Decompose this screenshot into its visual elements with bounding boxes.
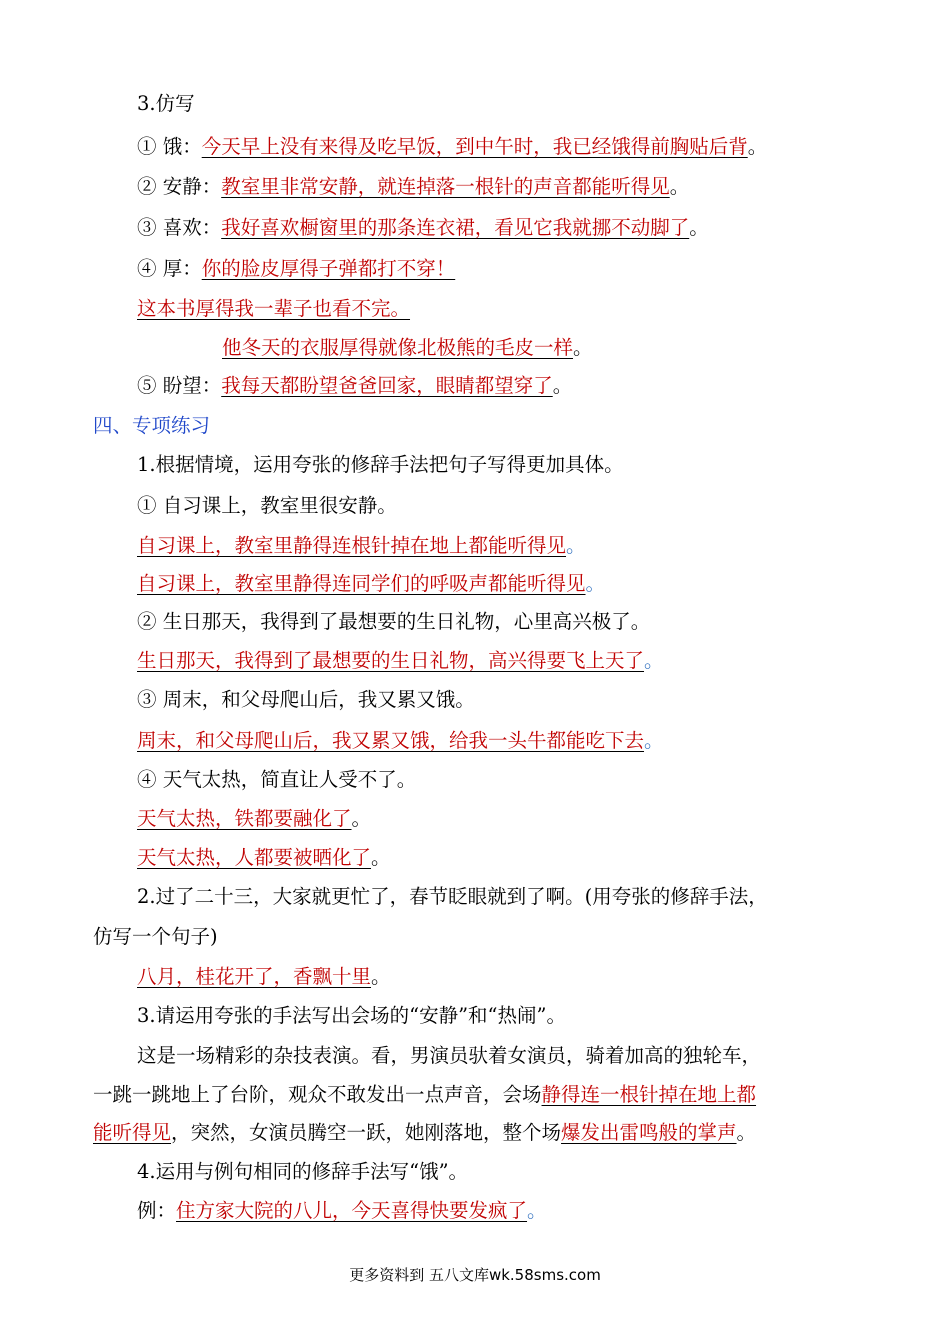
punct: 。	[566, 534, 586, 557]
question-3-para-3	[93, 1120, 756, 1146]
imitation-item-2	[137, 174, 689, 200]
answer-text: 自习课上，教室里静得连同学们的呼吸声都能听得见	[137, 572, 586, 595]
answer-text: 今天早上没有来得及吃早饭，到中午时，我已经饿得前胸贴后背	[201, 135, 748, 158]
item-label: ① 饿：	[137, 135, 202, 158]
answer-text: 静得连一根针掉在地上都	[541, 1083, 757, 1106]
answer-text: 你的脸皮厚得子弹都打不穿！	[201, 257, 456, 280]
answer-text: 这本书厚得我一辈子也看不完。	[137, 297, 411, 320]
section3-title: 3.仿写	[137, 92, 195, 115]
answer-1-1b	[137, 571, 605, 597]
punct: 。	[552, 374, 573, 397]
item-label: ④ 厚：	[137, 257, 202, 280]
question-1-2: ② 生日那天，我得到了最想要的生日礼物，心里高兴极了。	[137, 610, 651, 633]
question-3-para-1: 这是一场精彩的杂技表演。看，男演员驮着女演员，骑着加高的独轮车，	[137, 1044, 762, 1067]
answer-text: 住方家大院的八儿，今天喜得快要发疯了	[176, 1199, 528, 1222]
answer-text: 我好喜欢橱窗里的那条连衣裙，看见它我就挪不动脚了	[221, 216, 690, 239]
punct: 。	[689, 216, 709, 239]
question-4: 4.运用与例句相同的修辞手法写“饿”。	[137, 1160, 469, 1183]
imitation-item-5	[137, 373, 572, 399]
para-text: 一跳一跳地上了台阶，观众不敢发出一点声音，会场	[93, 1083, 542, 1106]
imitation-extra-1	[137, 296, 410, 322]
question-1-1: ① 自习课上，教室里很安静。	[137, 494, 397, 517]
answer-1-2	[137, 648, 664, 674]
question-3-para-2	[93, 1082, 756, 1108]
answer-text: 生日那天，我得到了最想要的生日礼物，高兴得要飞上天了	[137, 649, 645, 672]
answer-text: 八月，桂花开了，香飘十里	[137, 965, 372, 988]
imitation-extra-2	[222, 335, 593, 361]
example-label: 例：	[137, 1199, 177, 1222]
punct: 。	[371, 846, 391, 869]
answer-text: 我每天都盼望爸爸回家，眼睛都望穿了	[221, 374, 553, 397]
punct: 。	[736, 1121, 757, 1144]
question-1: 1.根据情境，运用夸张的修辞手法把句子写得更加具体。	[137, 453, 624, 476]
item-label: ⑤ 盼望：	[137, 374, 222, 397]
punct: 。	[371, 965, 391, 988]
answer-1-1a	[137, 533, 586, 559]
punct: 。	[527, 1199, 547, 1222]
answer-text: 教室里非常安静，就连掉落一根针的声音都能听得见	[221, 175, 670, 198]
imitation-item-4	[137, 256, 455, 282]
answer-1-3	[137, 728, 664, 754]
question-2-line-1: 2.过了二十三，大家就更忙了，春节眨眼就到了啊。(用夸张的修辞手法，	[137, 885, 768, 908]
punct: 。	[644, 649, 664, 672]
item-label: ② 安静：	[137, 175, 222, 198]
punct: 。	[644, 729, 664, 752]
answer-1-4b	[137, 845, 391, 871]
answer-text: 天气太热，人都要被晒化了	[137, 846, 372, 869]
question-3: 3.请运用夸张的手法写出会场的“安静”和“热闹”。	[137, 1004, 566, 1027]
para-text: ，突然，女演员腾空一跃，她刚落地，整个场	[171, 1121, 562, 1144]
punct: 。	[351, 807, 372, 830]
answer-text: 能听得见	[93, 1121, 172, 1144]
imitation-item-1	[137, 134, 767, 160]
question-4-example	[137, 1198, 547, 1224]
imitation-item-3	[137, 215, 709, 241]
answer-text: 天气太热，铁都要融化了	[137, 807, 352, 830]
punct: 。	[585, 572, 606, 595]
punct: 。	[747, 135, 768, 158]
section4-heading: 四、专项练习	[93, 414, 211, 437]
question-2-line-2: 仿写一个句子)	[93, 925, 218, 948]
footer-text: 更多资料到 五八文库wk.58sms.com	[349, 1266, 601, 1284]
answer-2	[137, 964, 391, 990]
item-label: ③ 喜欢：	[137, 216, 222, 239]
answer-text: 周末，和父母爬山后，我又累又饿，给我一头牛都能吃下去	[137, 729, 645, 752]
question-1-3: ③ 周末，和父母爬山后，我又累又饿。	[137, 688, 475, 711]
answer-text: 爆发出雷鸣般的掌声	[561, 1121, 737, 1144]
answer-1-4a	[137, 806, 371, 832]
question-1-4: ④ 天气太热，简直让人受不了。	[137, 768, 417, 791]
answer-text: 自习课上，教室里静得连根针掉在地上都能听得见	[137, 534, 567, 557]
punct: 。	[573, 336, 593, 359]
punct: 。	[669, 175, 690, 198]
answer-text: 他冬天的衣服厚得就像北极熊的毛皮一样	[222, 336, 574, 359]
